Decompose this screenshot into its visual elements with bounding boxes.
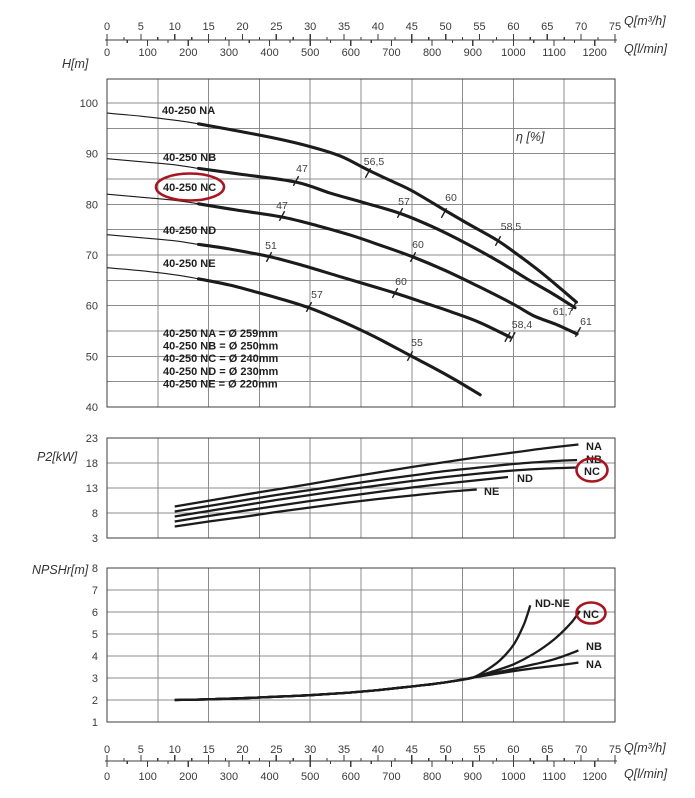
npsh-ytick-label: 5 bbox=[91, 629, 98, 641]
curve-name-label: 40-250 NB bbox=[163, 152, 217, 164]
flow-lmin-tick-label: 1000 bbox=[501, 47, 526, 59]
flow-lmin-tick-label: 700 bbox=[382, 771, 401, 783]
flow-m3h-tick-label: 30 bbox=[304, 744, 317, 756]
efficiency-label: 47 bbox=[276, 200, 288, 212]
p2-ytick-label: 18 bbox=[85, 458, 98, 470]
flow-lmin-tick-label: 1200 bbox=[582, 771, 607, 783]
head-curve-na bbox=[107, 113, 576, 302]
flow-lmin-tick-label: 800 bbox=[422, 771, 442, 783]
flow-m3h-tick-label: 5 bbox=[137, 744, 144, 756]
flow-m3h-tick-label: 45 bbox=[405, 21, 418, 33]
flow-m3h-tick-label: 35 bbox=[337, 744, 351, 756]
impeller-diameter-legend-line: 40-250 ND = Ø 230mm bbox=[163, 365, 279, 378]
flow-m3h-tick-label: 75 bbox=[608, 744, 622, 756]
npsh-curve-nd-ne bbox=[175, 605, 531, 700]
flow-m3h-tick-label: 50 bbox=[439, 744, 452, 756]
efficiency-label: 61 bbox=[580, 316, 592, 328]
efficiency-label: 58,4 bbox=[511, 319, 533, 331]
flow-m3h-tick-label: 30 bbox=[304, 21, 317, 33]
head-ytick-label: 70 bbox=[85, 250, 98, 263]
p2-curve-end-label: NC bbox=[584, 466, 600, 478]
flow-lmin-tick-label: 600 bbox=[341, 771, 361, 783]
npsh-ytick-label: 6 bbox=[91, 607, 98, 619]
head-ytick-label: 40 bbox=[85, 402, 98, 414]
p2-curve-end-label: NA bbox=[586, 441, 602, 453]
p2-curve-nd bbox=[175, 477, 508, 522]
flow-m3h-tick-label: 70 bbox=[575, 744, 588, 756]
bottom-flow-lmin-unit-label: Q[l/min] bbox=[624, 767, 668, 781]
curve-name-label: 40-250 NE bbox=[163, 258, 216, 270]
efficiency-label: 55 bbox=[411, 337, 423, 349]
p2-curve-end-label: NE bbox=[484, 486, 500, 498]
p2-ytick-label: 13 bbox=[85, 483, 98, 495]
p2-ytick-label: 23 bbox=[85, 433, 98, 445]
head-curve-nb-bold bbox=[198, 168, 575, 307]
flow-lmin-tick-label: 300 bbox=[219, 47, 239, 59]
impeller-diameter-legend-line: 40-250 NC = Ø 240mm bbox=[163, 353, 279, 366]
npsh-axis-unit-label: NPSHr[m] bbox=[32, 563, 89, 577]
p2-curve-end-label: ND bbox=[517, 473, 533, 485]
flow-m3h-tick-label: 35 bbox=[337, 21, 351, 33]
efficiency-label: 47 bbox=[296, 163, 308, 175]
flow-m3h-tick-label: 65 bbox=[541, 21, 554, 33]
impeller-diameter-legend-line: 40-250 NA = Ø 259mm bbox=[163, 328, 278, 340]
flow-lmin-tick-label: 500 bbox=[301, 47, 320, 59]
flow-lmin-tick-label: 100 bbox=[138, 47, 157, 59]
flow-lmin-tick-label: 200 bbox=[179, 771, 198, 783]
flow-lmin-tick-label: 400 bbox=[260, 771, 279, 783]
flow-m3h-tick-label: 55 bbox=[473, 744, 486, 756]
flow-m3h-tick-label: 45 bbox=[405, 744, 418, 756]
npsh-curve-end-label: ND-NE bbox=[535, 598, 570, 610]
flow-m3h-tick-label: 10 bbox=[168, 744, 181, 756]
p2-ytick-label: 8 bbox=[91, 508, 98, 520]
flow-m3h-tick-label: 60 bbox=[507, 21, 520, 33]
curve-name-label: 40-250 ND bbox=[163, 225, 217, 237]
top-flow-m3h-unit-label: Q[m³/h] bbox=[624, 14, 666, 28]
top-flow-lmin-unit-label: Q[l/min] bbox=[624, 42, 668, 56]
top-flow-axis bbox=[104, 21, 621, 59]
flow-m3h-tick-label: 75 bbox=[608, 21, 622, 33]
efficiency-label: 56,5 bbox=[363, 156, 385, 168]
efficiency-label: 51 bbox=[265, 240, 277, 252]
flow-m3h-tick-label: 55 bbox=[473, 21, 486, 33]
efficiency-label: 60 bbox=[395, 276, 407, 288]
npsh-ytick-label: 3 bbox=[91, 673, 98, 685]
efficiency-label: 60 bbox=[445, 192, 457, 204]
efficiency-label: 60 bbox=[412, 239, 424, 251]
npsh-ytick-label: 7 bbox=[91, 585, 98, 597]
flow-m3h-tick-label: 70 bbox=[575, 21, 588, 33]
p2-ytick-label: 3 bbox=[91, 533, 98, 545]
efficiency-label: 57 bbox=[398, 196, 410, 208]
flow-lmin-tick-label: 200 bbox=[179, 47, 198, 59]
npsh-curve-nc bbox=[175, 611, 580, 700]
flow-m3h-tick-label: 15 bbox=[202, 744, 215, 756]
npsh-ytick-label: 8 bbox=[91, 563, 98, 575]
flow-m3h-tick-label: 10 bbox=[168, 21, 181, 33]
head-curve-nd bbox=[107, 235, 510, 337]
npsh-curve-end-label: NC bbox=[583, 609, 599, 621]
head-axis-unit-label: H[m] bbox=[62, 57, 89, 71]
flow-m3h-tick-label: 5 bbox=[137, 21, 144, 33]
impeller-diameter-legend-line: 40-250 NE = Ø 220mm bbox=[163, 378, 278, 391]
npsh-ytick-label: 2 bbox=[91, 695, 98, 707]
flow-m3h-tick-label: 25 bbox=[270, 21, 283, 33]
flow-lmin-tick-label: 600 bbox=[341, 47, 361, 59]
flow-lmin-tick-label: 1100 bbox=[542, 771, 566, 783]
efficiency-unit-label: η [%] bbox=[516, 130, 545, 144]
flow-lmin-tick-label: 700 bbox=[382, 47, 401, 59]
head-ytick-label: 90 bbox=[85, 148, 98, 161]
flow-lmin-tick-label: 0 bbox=[103, 771, 111, 783]
efficiency-label: 58,5 bbox=[500, 221, 522, 233]
npsh-curve-end-label: NB bbox=[586, 641, 602, 653]
flow-lmin-tick-label: 1100 bbox=[542, 47, 566, 59]
efficiency-label: 57 bbox=[311, 289, 323, 301]
flow-lmin-tick-label: 0 bbox=[103, 47, 111, 59]
power-axis-unit-label: P2[kW] bbox=[37, 450, 78, 464]
bottom-flow-axis bbox=[104, 744, 621, 783]
flow-m3h-tick-label: 60 bbox=[507, 744, 520, 756]
head-ytick-label: 60 bbox=[85, 300, 98, 313]
head-ytick-label: 100 bbox=[79, 98, 98, 111]
npsh-ytick-label: 4 bbox=[91, 651, 98, 663]
flow-m3h-tick-label: 25 bbox=[270, 744, 283, 756]
flow-m3h-tick-label: 15 bbox=[202, 21, 215, 33]
flow-m3h-tick-label: 0 bbox=[103, 744, 111, 756]
p2-chart bbox=[86, 433, 615, 545]
head-ytick-label: 50 bbox=[85, 351, 98, 364]
flow-m3h-tick-label: 20 bbox=[236, 744, 249, 756]
npsh-ytick-label: 1 bbox=[91, 717, 98, 729]
npsh-chart bbox=[92, 563, 615, 729]
p2-curve-end-label: NB bbox=[586, 454, 602, 466]
flow-m3h-tick-label: 0 bbox=[103, 21, 111, 33]
flow-m3h-tick-label: 50 bbox=[439, 21, 452, 33]
flow-lmin-tick-label: 500 bbox=[301, 771, 320, 783]
flow-lmin-tick-label: 300 bbox=[219, 771, 239, 783]
curve-name-label: 40-250 NC bbox=[163, 182, 217, 194]
head-ytick-label: 80 bbox=[85, 199, 98, 212]
head-curve-nd-bold bbox=[198, 244, 510, 337]
flow-lmin-tick-label: 1200 bbox=[582, 47, 607, 59]
curve-name-label: 40-250 NA bbox=[162, 105, 216, 117]
npsh-curve-end-label: NA bbox=[586, 659, 602, 671]
flow-lmin-tick-label: 900 bbox=[463, 771, 482, 783]
flow-m3h-tick-label: 40 bbox=[371, 744, 385, 756]
flow-lmin-tick-label: 400 bbox=[260, 47, 279, 59]
flow-m3h-tick-label: 40 bbox=[371, 21, 385, 33]
flow-lmin-tick-label: 900 bbox=[463, 47, 482, 59]
flow-lmin-tick-label: 800 bbox=[422, 47, 442, 59]
npsh-curve-nb bbox=[175, 651, 579, 701]
efficiency-label: 61,7 bbox=[552, 306, 574, 318]
flow-lmin-tick-label: 1000 bbox=[501, 771, 526, 783]
flow-lmin-tick-label: 100 bbox=[138, 771, 157, 783]
impeller-diameter-legend-line: 40-250 NB = Ø 250mm bbox=[163, 340, 279, 353]
bottom-flow-m3h-unit-label: Q[m³/h] bbox=[624, 741, 666, 755]
flow-m3h-tick-label: 20 bbox=[236, 21, 249, 33]
flow-m3h-tick-label: 65 bbox=[541, 744, 554, 756]
